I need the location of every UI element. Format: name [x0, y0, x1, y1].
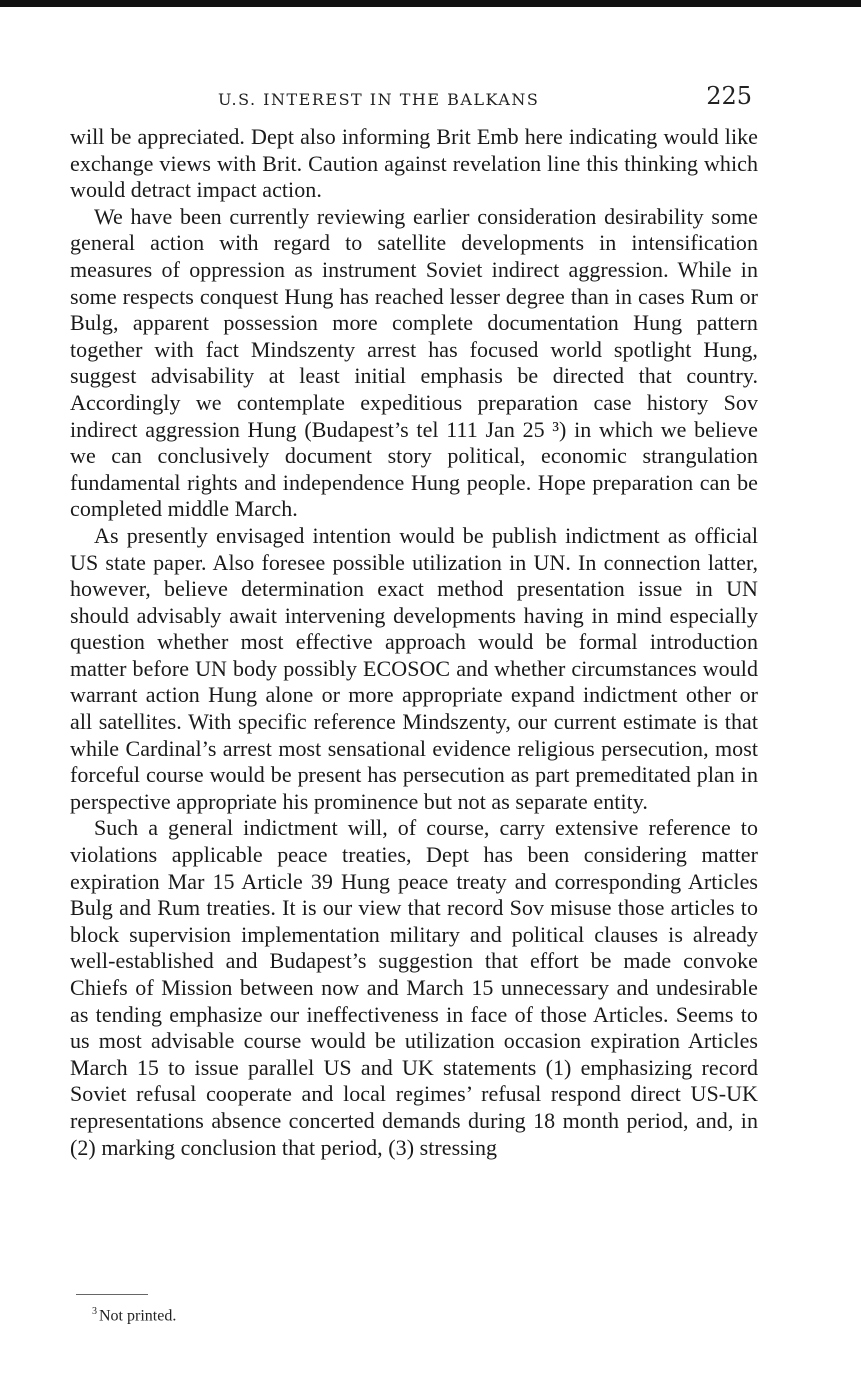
- footnote-text: Not printed.: [99, 1307, 177, 1325]
- paragraph: We have been currently reviewing earlier consideration desirability some general action with regard to satellite developments in intensification measures of oppression as instrument Soviet indirect aggression. While in some respects conquest Hung has reached lesser degree than in cases Rum or Bulg, apparent possession more complete documentation Hung pattern together with fact Mindszenty arrest has focused world spotlight Hung, suggest advisability at least initial emphasis be directed that country. Accordingly we contemplate expeditious preparation case history Sov indirect aggression Hung (Budapest’s tel 111 Jan 25 ³) in which we believe we can conclusively document story political, economic strangulation fundamental rights and independence Hung people. Hope preparation can be completed middle March.: [70, 203, 758, 522]
- running-title: U.S. INTEREST IN THE BALKANS: [218, 90, 540, 109]
- paragraph: Such a general indictment will, of course, carry extensive reference to violations applicable peace treaties, Dept has been considering matter expiration Mar 15 Article 39 Hung peace treaty and corresponding Articles Bulg and Rum treaties. It is our view that record Sov misuse those articles to block supervision implementation military and political clauses is already well-established and Budapest’s suggestion that effort be made convoke Chiefs of Mission between now and March 15 unnecessary and undesirable as tending emphasize our ineffectiveness in face of those Articles. Seems to us most advisable course would be utilization occasion expiration Articles March 15 to issue parallel US and UK statements (1) emphasizing record Soviet refusal cooperate and local regimes’ refusal respond direct US-UK representations absence concerted demands during 18 month period, and, in (2) marking conclusion that period, (3) stressing: [70, 815, 758, 1160]
- footnote: [92, 1306, 176, 1325]
- top-border: [0, 0, 861, 7]
- paragraph-continuation: will be appreciated. Dept also informing Brit Emb here indicating would like exchange views with Brit. Caution against revelation line this thinking which would detract impact action.: [70, 124, 758, 203]
- page-number: 225: [706, 82, 752, 110]
- footnote-divider: [76, 1294, 148, 1295]
- body-text: [70, 124, 758, 1161]
- footnote-marker: 3: [92, 1306, 97, 1317]
- paragraph: As presently envisaged intention would be publish indictment as official US state paper. Also foresee possible utilization in UN. In connection latter, however, believe determination exact method presentation issue in UN should advisably await intervening developments having in mind especially question whether most effective approach would be formal introduction matter before UN body possibly ECOSOC and whether circumstances would warrant action Hung alone or more appropriate expand indictment other or all satellites. With specific reference Mindszenty, our current estimate is that while Cardinal’s arrest most sensational evidence religious persecution, most forceful course would be present has persecution as part premeditated plan in perspective appropriate his prominence but not as separate entity.: [70, 522, 758, 814]
- running-head: [68, 82, 758, 118]
